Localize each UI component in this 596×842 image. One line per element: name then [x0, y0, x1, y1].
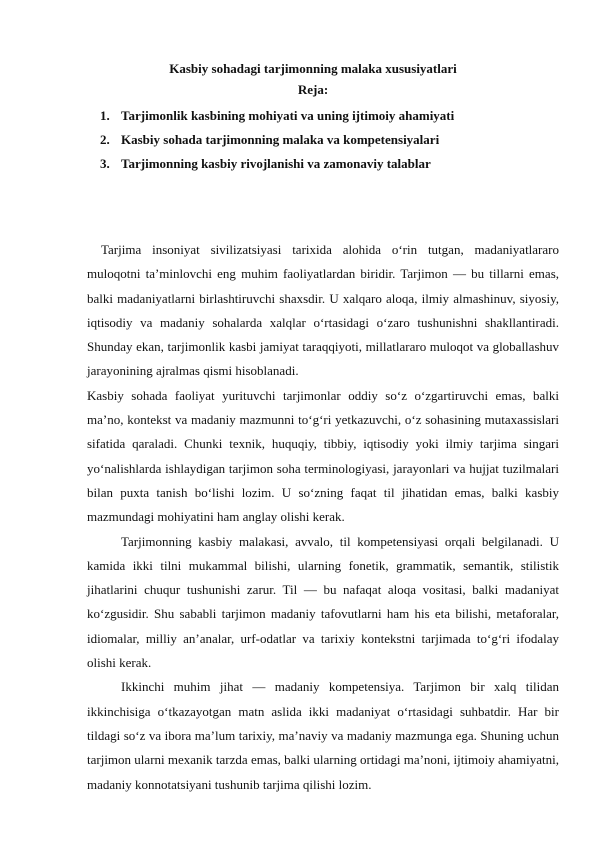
plan-item-number: 2. — [100, 132, 110, 147]
plan-item-text: Kasbiy sohada tarjimonning malaka va kompetensiyalari — [121, 132, 440, 147]
plan-item — [100, 104, 454, 128]
document-body — [87, 238, 559, 797]
plan-item-text: Tarjimonlik kasbining mohiyati va uning ijtimoiy ahamiyati — [121, 108, 455, 123]
plan-item — [100, 152, 454, 176]
paragraph: Ikkinchi muhim jihat — madaniy kompetensiya. Tarjimon bir xalq tilidan ikkinchisiga o‘tkazayotgan matn aslida ikki madaniyat o‘rtasidagi suhbatdir. Har bir tildagi so‘z va ibora ma’lum tarixiy, ma’naviy va madaniy mazmunga ega. Shuning uchun tarjimon ularni mexanik tarzda emas, balki ularning ortidagi ma’noni, ijtimoiy ahamiyatni, madaniy konnotatsiyani tushunib tarjima qilishi lozim. — [87, 679, 559, 792]
plan-item-number: 3. — [100, 156, 110, 171]
document-title: Kasbiy sohadagi tarjimonning malaka xususiyatlari — [169, 61, 457, 76]
paragraph: Tarjima insoniyat sivilizatsiyasi tarixida alohida o‘rin tutgan, madaniyatlararo muloqotni ta’minlovchi eng muhim faoliyatlardan biridir. Tarjimon — bu tillarni emas, balki madaniyatlarni birlashtiruvchi shaxsdir. U xalqaro aloqa, ilmiy almashinuv, siyosiy, iqtisodiy va madaniy sohalarda xalqlar o‘rtasidagi o‘zaro tushunishni shakllantiradi. Shunday ekan, tarjimonlik kasbi jamiyat taraqqiyoti, millatlararo muloqot va globallashuv jarayonining ajralmas qismi hisoblanadi. — [87, 242, 559, 379]
plan-item-number: 1. — [100, 108, 110, 123]
plan-list — [100, 104, 454, 176]
plan-heading: Reja: — [297, 82, 329, 97]
paragraph: Tarjimonning kasbiy malakasi, avvalo, til kompetensiyasi orqali belgilanadi. U kamida ikki tilni mukammal bilishi, ularning fonetik, grammatik, semantik, stilistik jihatlarini chuqur tushunishi zarur. Til — bu nafaqat aloqa vositasi, balki madaniyat ko‘zgusidir. Shu sababli tarjimon madaniy tafovutlarni ham his eta bilishi, metaforalar, idiomalar, milliy an’analar, urf-odatlar va tarixiy kontekstni tarjimada to‘g‘ri ifodalay olishi kerak. — [87, 533, 559, 671]
paragraph: Kasbiy sohada faoliyat yurituvchi tarjimonlar oddiy so‘z o‘zgartiruvchi emas, balki ma’no, kontekst va madaniy mazmunni to‘g‘ri yetkazuvchi, o‘z sohasining mutaxassislari sifatida qaraladi. Chunki texnik, huquqiy, tibbiy, iqtisodiy yoki ilmiy tarjima singari yo‘nalishlarda ishlaydigan tarjimon soha terminologiyasi, jarayonlari va hujjat tuzilmalari bilan puxta tanish bo‘lishi lozim. U so‘zning faqat til jihatidan emas, balki kasbiy mazmundagi mohiyatini ham anglay olishi kerak. — [87, 387, 559, 525]
plan-item — [100, 128, 454, 152]
plan-item-text: Tarjimonning kasbiy rivojlanishi va zamonaviy talablar — [121, 156, 431, 171]
